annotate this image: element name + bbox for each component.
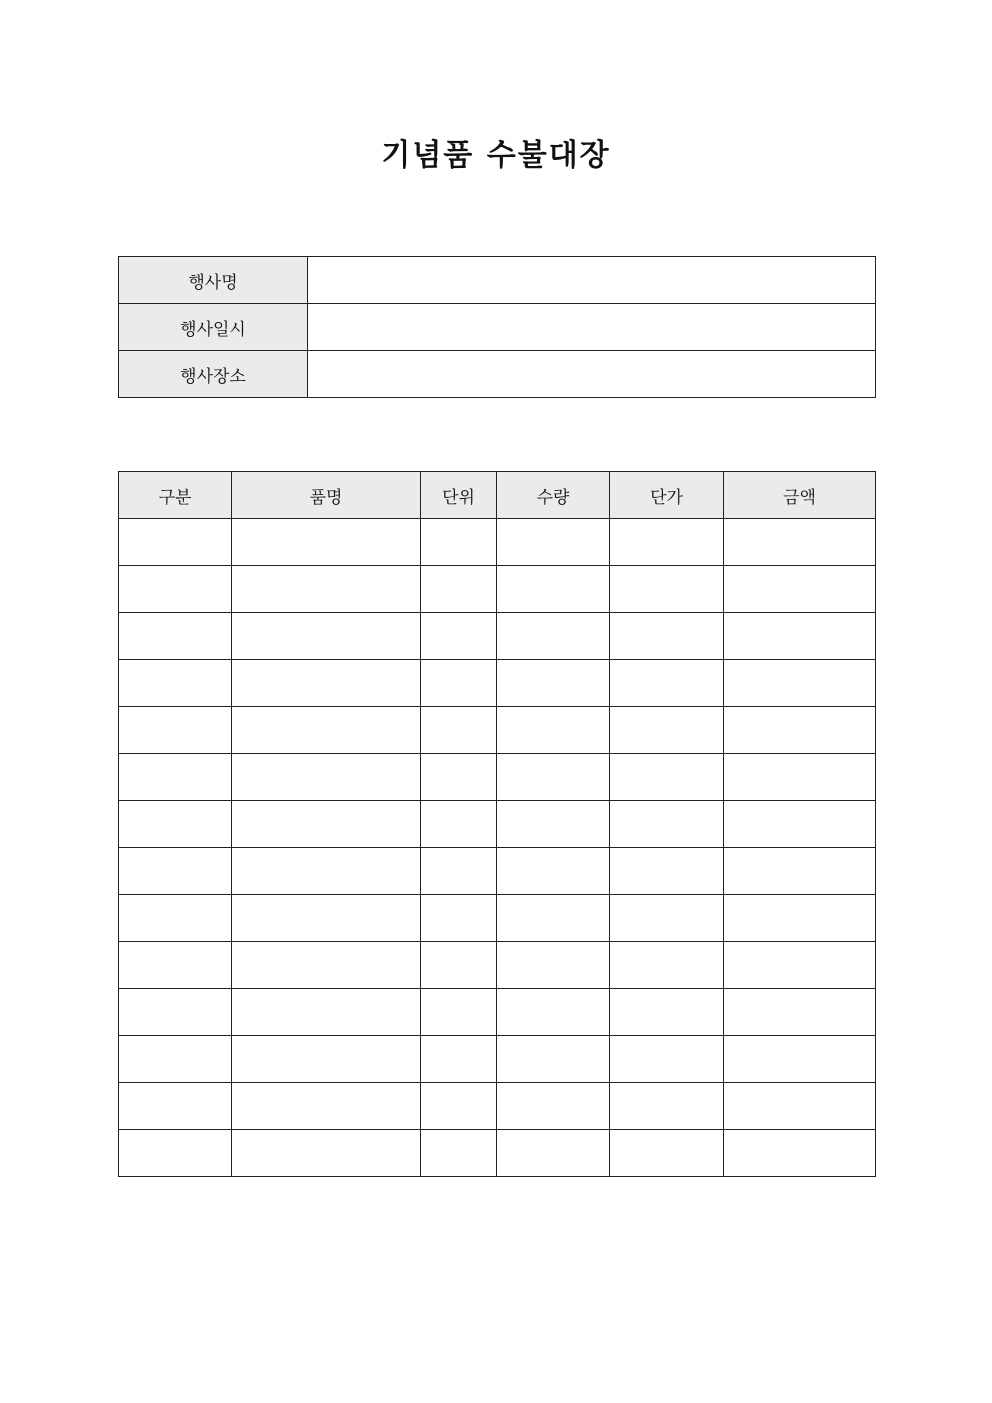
quantity-cell[interactable] — [497, 519, 610, 566]
unit-price-cell[interactable] — [610, 942, 724, 989]
category-cell[interactable] — [119, 707, 232, 754]
table-row — [119, 707, 876, 754]
event-venue-field[interactable] — [308, 351, 876, 398]
unit-price-cell[interactable] — [610, 1036, 724, 1083]
unit-price-cell[interactable] — [610, 848, 724, 895]
item-name-cell[interactable] — [232, 707, 421, 754]
amount-cell[interactable] — [724, 1036, 876, 1083]
amount-cell[interactable] — [724, 801, 876, 848]
item-name-cell[interactable] — [232, 895, 421, 942]
quantity-cell[interactable] — [497, 848, 610, 895]
amount-cell[interactable] — [724, 754, 876, 801]
unit-price-cell[interactable] — [610, 1083, 724, 1130]
amount-cell[interactable] — [724, 519, 876, 566]
event-info-row — [119, 351, 876, 398]
amount-cell[interactable] — [724, 1083, 876, 1130]
category-cell[interactable] — [119, 1130, 232, 1177]
table-row — [119, 754, 876, 801]
column-header-unit: 단위 — [421, 472, 497, 519]
item-name-cell[interactable] — [232, 660, 421, 707]
column-header-amount: 금액 — [724, 472, 876, 519]
amount-cell[interactable] — [724, 848, 876, 895]
amount-cell[interactable] — [724, 707, 876, 754]
category-cell[interactable] — [119, 942, 232, 989]
unit-cell[interactable] — [421, 942, 497, 989]
unit-price-cell[interactable] — [610, 989, 724, 1036]
quantity-cell[interactable] — [497, 660, 610, 707]
event-name-label: 행사명 — [119, 257, 308, 304]
unit-cell[interactable] — [421, 989, 497, 1036]
category-cell[interactable] — [119, 1036, 232, 1083]
document-title: 기념품 수불대장 — [381, 138, 611, 173]
unit-price-cell[interactable] — [610, 566, 724, 613]
item-name-cell[interactable] — [232, 942, 421, 989]
amount-cell[interactable] — [724, 1130, 876, 1177]
unit-price-cell[interactable] — [610, 660, 724, 707]
table-row — [119, 1036, 876, 1083]
unit-cell[interactable] — [421, 1130, 497, 1177]
unit-price-cell[interactable] — [610, 754, 724, 801]
unit-cell[interactable] — [421, 707, 497, 754]
amount-cell[interactable] — [724, 613, 876, 660]
unit-cell[interactable] — [421, 613, 497, 660]
amount-cell[interactable] — [724, 895, 876, 942]
unit-price-cell[interactable] — [610, 801, 724, 848]
item-name-cell[interactable] — [232, 1130, 421, 1177]
table-row — [119, 1083, 876, 1130]
unit-cell[interactable] — [421, 519, 497, 566]
unit-cell[interactable] — [421, 566, 497, 613]
unit-cell[interactable] — [421, 660, 497, 707]
item-name-cell[interactable] — [232, 1083, 421, 1130]
category-cell[interactable] — [119, 848, 232, 895]
quantity-cell[interactable] — [497, 801, 610, 848]
quantity-cell[interactable] — [497, 1130, 610, 1177]
event-info-row — [119, 304, 876, 351]
unit-cell[interactable] — [421, 1036, 497, 1083]
category-cell[interactable] — [119, 660, 232, 707]
unit-cell[interactable] — [421, 801, 497, 848]
quantity-cell[interactable] — [497, 895, 610, 942]
table-row — [119, 519, 876, 566]
table-row — [119, 942, 876, 989]
table-row — [119, 989, 876, 1036]
unit-price-cell[interactable] — [610, 519, 724, 566]
table-row — [119, 660, 876, 707]
table-row — [119, 848, 876, 895]
quantity-cell[interactable] — [497, 754, 610, 801]
table-row — [119, 801, 876, 848]
amount-cell[interactable] — [724, 566, 876, 613]
ledger-header-row — [119, 472, 876, 519]
amount-cell[interactable] — [724, 942, 876, 989]
event-datetime-label: 행사일시 — [119, 304, 308, 351]
quantity-cell[interactable] — [497, 566, 610, 613]
category-cell[interactable] — [119, 989, 232, 1036]
event-info-table — [118, 256, 876, 398]
category-cell[interactable] — [119, 1083, 232, 1130]
amount-cell[interactable] — [724, 660, 876, 707]
table-row — [119, 613, 876, 660]
unit-cell[interactable] — [421, 848, 497, 895]
item-name-cell[interactable] — [232, 613, 421, 660]
category-cell[interactable] — [119, 566, 232, 613]
unit-price-cell[interactable] — [610, 707, 724, 754]
quantity-cell[interactable] — [497, 989, 610, 1036]
item-name-cell[interactable] — [232, 519, 421, 566]
category-cell[interactable] — [119, 613, 232, 660]
column-header-quantity: 수량 — [497, 472, 610, 519]
ledger-body — [119, 519, 876, 1177]
quantity-cell[interactable] — [497, 942, 610, 989]
category-cell[interactable] — [119, 895, 232, 942]
amount-cell[interactable] — [724, 989, 876, 1036]
unit-cell[interactable] — [421, 895, 497, 942]
quantity-cell[interactable] — [497, 1036, 610, 1083]
category-cell[interactable] — [119, 801, 232, 848]
table-row — [119, 566, 876, 613]
unit-price-cell[interactable] — [610, 1130, 724, 1177]
quantity-cell[interactable] — [497, 707, 610, 754]
ledger-table — [118, 471, 876, 1177]
event-info-row — [119, 257, 876, 304]
unit-cell[interactable] — [421, 1083, 497, 1130]
column-header-item-name: 품명 — [232, 472, 421, 519]
unit-cell[interactable] — [421, 754, 497, 801]
event-venue-label: 행사장소 — [119, 351, 308, 398]
event-datetime-field[interactable] — [308, 304, 876, 351]
category-cell[interactable] — [119, 754, 232, 801]
column-header-category: 구분 — [119, 472, 232, 519]
item-name-cell[interactable] — [232, 989, 421, 1036]
item-name-cell[interactable] — [232, 1036, 421, 1083]
category-cell[interactable] — [119, 519, 232, 566]
item-name-cell[interactable] — [232, 848, 421, 895]
unit-price-cell[interactable] — [610, 613, 724, 660]
event-name-field[interactable] — [308, 257, 876, 304]
quantity-cell[interactable] — [497, 1083, 610, 1130]
item-name-cell[interactable] — [232, 801, 421, 848]
table-row — [119, 1130, 876, 1177]
item-name-cell[interactable] — [232, 566, 421, 613]
item-name-cell[interactable] — [232, 754, 421, 801]
column-header-unit-price: 단가 — [610, 472, 724, 519]
quantity-cell[interactable] — [497, 613, 610, 660]
unit-price-cell[interactable] — [610, 895, 724, 942]
table-row — [119, 895, 876, 942]
